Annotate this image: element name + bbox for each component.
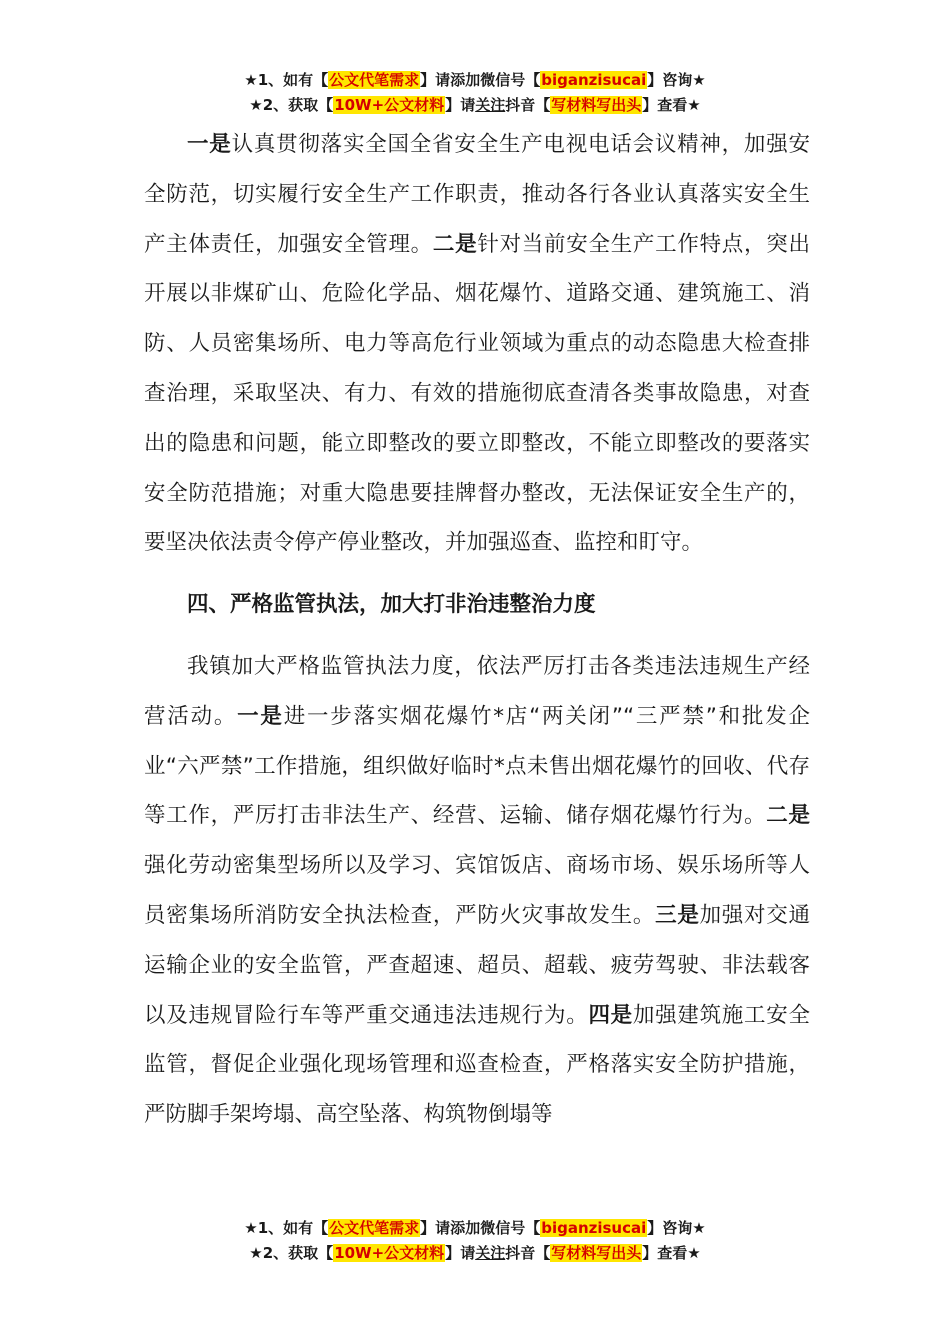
document-body [144, 120, 810, 1140]
paragraph [144, 120, 810, 568]
section-heading: 四、严格监管执法，加大打非治违整治力度 [187, 592, 596, 618]
item-marker: 一是 [187, 132, 232, 157]
banner-text: 】查看★ [642, 1244, 701, 1262]
footer-banner [0, 1216, 950, 1266]
banner-text: 抖音【 [505, 96, 551, 114]
item-marker: 二是 [432, 231, 478, 257]
banner-text: 加 [465, 1219, 481, 1237]
banner-text: 关注 [475, 96, 506, 114]
banner-text: 加 [465, 71, 481, 89]
wechat-id-highlight: biganzisucai [541, 71, 647, 89]
paragraph-text: 进一步落实烟花爆竹*店“两关闭”“三严禁”和批发企业“六严禁”工作措施，组织做好临时*点未售出烟花爆竹的回收、代存等工作，严厉打击非法生产、经营、运输、储存烟花爆竹行为。 [144, 703, 810, 829]
item-marker: 二是 [766, 803, 810, 829]
banner-text: 】咨询★ [647, 71, 706, 89]
item-marker: 四是 [588, 1002, 633, 1028]
banner-text: 抖音【 [505, 1244, 551, 1262]
paragraph-text: 加强对交通运输企业的安全监管，严查超速、超员、超载、疲劳驾驶、非法载客以及违规冒险行车等严重交通违法违规行为。 [144, 902, 810, 1028]
highlight-text: 10W+公文材料 [334, 1244, 445, 1262]
paragraph-text: 强化劳动密集型场所以及学习、宾馆饭店、商场市场、娱乐场所等人员密集场所消防安全执法检查，严防火灾事故发生。 [144, 853, 810, 928]
banner-text: 微信号【 [480, 71, 541, 89]
banner-text: 】请添 [420, 71, 466, 89]
paragraph-text: 认真贯彻落实全国全省安全生产电视电话会议精神，加强安全防范，切实履行安全生产工作职责，推动各行各业认真落实安全生产主体责任，加强安全管理。 [144, 132, 810, 257]
banner-text: ★2、获取【 [249, 96, 334, 114]
paragraph-text: 针对当前安全生产工作特点，突出开展以非煤矿山、危险化学品、烟花爆竹、道路交通、建筑施工、消防、人员密集场所、电力等高危行业领域为重点的动态隐患大检查排查治理，采取坚决、有力、有效的措施彻底查清各类事故隐患，对查出的隐患和问题，能立即整改的要立即整改，不能立即整改的要落实安全防范措施；对重大隐患要挂牌督办整改，无法保证安全生产的，要坚决依法责令停产停业整改，并加强巡查、监控和盯守。 [144, 231, 810, 556]
wechat-id-highlight: biganzisucai [541, 1219, 647, 1237]
paragraph-text: 加强建筑施工安全监管，督促企业强化现场管理和巡查检查，严格落实安全防护措施，严防脚手架垮塌、高空坠落、构筑物倒塌等 [144, 1002, 810, 1128]
banner-line-1 [0, 68, 950, 93]
header-banner [0, 68, 950, 118]
item-marker: 三是 [655, 902, 700, 928]
douyin-account-highlight: 写材料写出头 [551, 96, 642, 114]
paragraph [144, 642, 810, 1140]
banner-line-2 [0, 93, 950, 118]
banner-text: 】请 [445, 96, 476, 114]
banner-text: 微信号【 [480, 1219, 541, 1237]
paragraph-text: 我镇加大严格监管执法力度，依法严厉打击各类违法违规生产经营活动。 [144, 653, 810, 729]
douyin-account-highlight: 写材料写出头 [551, 1244, 642, 1262]
banner-line-1 [0, 1216, 950, 1241]
banner-text: 】请 [445, 1244, 476, 1262]
banner-text: 关注 [475, 1244, 506, 1262]
banner-text: 】请添 [420, 1219, 466, 1237]
banner-text: ★1、如有【 [244, 71, 329, 89]
banner-text: ★1、如有【 [244, 1219, 329, 1237]
item-marker: 一是 [237, 703, 284, 729]
banner-line-2 [0, 1241, 950, 1266]
highlight-text: 10W+公文材料 [334, 96, 445, 114]
banner-text: 】查看★ [642, 96, 701, 114]
banner-text: ★2、获取【 [249, 1244, 334, 1262]
banner-text: 】咨询★ [647, 1219, 706, 1237]
highlight-text: 公文代笔需求 [329, 1219, 420, 1237]
highlight-text: 公文代笔需求 [329, 71, 420, 89]
